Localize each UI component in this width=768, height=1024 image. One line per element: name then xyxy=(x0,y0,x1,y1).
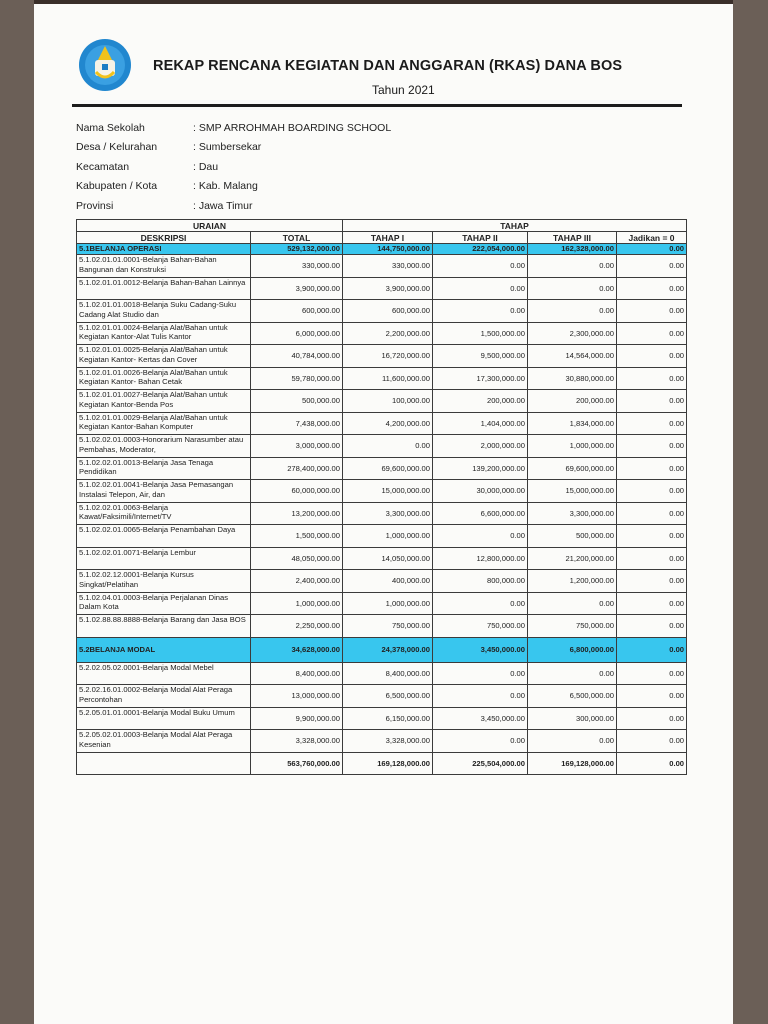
description-text: 5.2.02.16.01.0002-Belanja Modal Alat Peraga Percontohan xyxy=(79,685,233,704)
page-edge xyxy=(34,0,733,4)
table-row xyxy=(77,367,687,390)
amount-cell: 1,000,000.00 xyxy=(343,525,433,548)
amount-cell: 0.00 xyxy=(343,435,433,458)
amount-cell: 200,000.00 xyxy=(433,390,528,413)
info-label: Provinsi xyxy=(76,199,114,212)
amount-cell: 1,500,000.00 xyxy=(433,322,528,345)
amount-cell: 0.00 xyxy=(617,412,687,435)
amount-cell: 8,400,000.00 xyxy=(251,662,343,685)
rkas-table xyxy=(76,219,687,775)
table-row xyxy=(77,570,687,593)
amount-cell: 15,000,000.00 xyxy=(343,480,433,503)
amount-cell: 800,000.00 xyxy=(433,570,528,593)
amount-cell: 0.00 xyxy=(617,367,687,390)
amount-cell: 59,780,000.00 xyxy=(251,367,343,390)
amount-cell: 48,050,000.00 xyxy=(251,547,343,570)
amount-cell: 6,000,000.00 xyxy=(251,322,343,345)
table-row xyxy=(77,457,687,480)
table-row xyxy=(77,322,687,345)
document-title: REKAP RENCANA KEGIATAN DAN ANGGARAN (RKAS) DANA BOS xyxy=(153,58,623,74)
description-cell xyxy=(77,615,251,638)
amount-cell: 14,050,000.00 xyxy=(343,547,433,570)
amount-cell: 278,400,000.00 xyxy=(251,457,343,480)
amount-cell: 0.00 xyxy=(617,435,687,458)
amount-cell: 0.00 xyxy=(617,255,687,278)
amount-cell: 6,150,000.00 xyxy=(343,707,433,730)
amount-cell: 0.00 xyxy=(617,592,687,615)
description-text: 5.1.02.02.01.0071-Belanja Lembur xyxy=(79,547,196,557)
description-text: 5.1.02.01.01.0018-Belanja Suku Cadang-Suku Cadang Alat Studio dan xyxy=(79,300,237,319)
amount-cell: 3,000,000.00 xyxy=(251,435,343,458)
amount-cell: 3,328,000.00 xyxy=(343,730,433,753)
amount-cell: 139,200,000.00 xyxy=(433,457,528,480)
table-row xyxy=(77,480,687,503)
info-value: : Dau xyxy=(193,160,219,173)
description-cell xyxy=(77,480,251,503)
amount-cell: 16,720,000.00 xyxy=(343,345,433,368)
amount-cell: 1,000,000.00 xyxy=(251,592,343,615)
amount-cell: 400,000.00 xyxy=(343,570,433,593)
amount-cell: 3,900,000.00 xyxy=(343,277,433,300)
amount-cell: 750,000.00 xyxy=(528,615,617,638)
amount-cell: 2,400,000.00 xyxy=(251,570,343,593)
amount-cell: 30,880,000.00 xyxy=(528,367,617,390)
amount-cell: 0.00 xyxy=(528,300,617,323)
amount-cell: 100,000.00 xyxy=(343,390,433,413)
description-text: 5.1.02.02.01.0063-Belanja Kawat/Faksimili/Internet/TV xyxy=(79,502,172,521)
description-text: 5.2.05.02.01.0003-Belanja Modal Alat Peraga Kesenian xyxy=(79,730,233,749)
table-row xyxy=(77,255,687,278)
amount-cell: 24,378,000.00 xyxy=(343,637,433,662)
amount-cell: 0.00 xyxy=(617,390,687,413)
amount-cell: 1,500,000.00 xyxy=(251,525,343,548)
document-year: Tahun 2021 xyxy=(372,83,435,97)
amount-cell: 2,250,000.00 xyxy=(251,615,343,638)
description-text: 5.1.02.04.01.0003-Belanja Perjalanan Dinas Dalam Kota xyxy=(79,592,229,611)
table-body xyxy=(77,244,687,775)
description-cell xyxy=(77,435,251,458)
total-row xyxy=(77,752,687,774)
amount-cell: 750,000.00 xyxy=(343,615,433,638)
description-cell xyxy=(77,345,251,368)
group-header-tahap: TAHAP xyxy=(343,220,687,232)
description-text: 5.1.02.02.01.0041-Belanja Jasa Pemasangan Instalasi Telepon, Air, dan xyxy=(79,480,234,499)
info-row-district xyxy=(76,157,391,177)
amount-cell: 0.00 xyxy=(617,322,687,345)
description-text: 5.1.02.02.01.0065-Belanja Penambahan Daya xyxy=(79,525,236,534)
amount-cell: 0.00 xyxy=(617,637,687,662)
amount-cell: 1,200,000.00 xyxy=(528,570,617,593)
description-text: 5.1.02.01.01.0029-Belanja Alat/Bahan untuk Kegiatan Kantor-Bahan Komputer xyxy=(79,412,228,431)
description-text: 5.1.02.02.01.0003-Honorarium Narasumber atau Pembahas, Moderator, xyxy=(79,435,244,454)
table-row xyxy=(77,707,687,730)
amount-cell: 0.00 xyxy=(433,300,528,323)
amount-cell: 4,200,000.00 xyxy=(343,412,433,435)
amount-cell: 3,900,000.00 xyxy=(251,277,343,300)
amount-cell: 222,054,000.00 xyxy=(433,244,528,255)
amount-cell: 169,128,000.00 xyxy=(528,752,617,774)
amount-cell: 169,128,000.00 xyxy=(343,752,433,774)
description-cell xyxy=(77,502,251,525)
amount-cell: 500,000.00 xyxy=(528,525,617,548)
table-row xyxy=(77,390,687,413)
table-row xyxy=(77,685,687,708)
amount-cell: 0.00 xyxy=(617,707,687,730)
table-row xyxy=(77,412,687,435)
amount-cell: 0.00 xyxy=(617,502,687,525)
amount-cell: 0.00 xyxy=(617,662,687,685)
amount-cell: 0.00 xyxy=(617,480,687,503)
table-row xyxy=(77,277,687,300)
amount-cell: 0.00 xyxy=(433,730,528,753)
amount-cell: 0.00 xyxy=(617,752,687,774)
amount-cell: 6,500,000.00 xyxy=(528,685,617,708)
amount-cell: 9,500,000.00 xyxy=(433,345,528,368)
description-text: 5.1.02.01.01.0001-Belanja Bahan-Bahan Bangunan dan Konstruksi xyxy=(79,255,217,274)
amount-cell: 0.00 xyxy=(617,457,687,480)
amount-cell: 7,438,000.00 xyxy=(251,412,343,435)
description-text: 5.1.02.01.01.0024-Belanja Alat/Bahan untuk Kegiatan Kantor-Alat Tulis Kantor xyxy=(79,322,228,341)
amount-cell: 0.00 xyxy=(617,547,687,570)
table-row xyxy=(77,615,687,638)
description-cell xyxy=(77,412,251,435)
amount-cell: 563,760,000.00 xyxy=(251,752,343,774)
amount-cell: 0.00 xyxy=(617,570,687,593)
school-info xyxy=(76,118,391,216)
table-row xyxy=(77,502,687,525)
amount-cell: 11,600,000.00 xyxy=(343,367,433,390)
amount-cell: 300,000.00 xyxy=(528,707,617,730)
amount-cell: 3,328,000.00 xyxy=(251,730,343,753)
amount-cell: 330,000.00 xyxy=(251,255,343,278)
amount-cell: 0.00 xyxy=(617,345,687,368)
amount-cell: 0.00 xyxy=(433,662,528,685)
amount-cell: 0.00 xyxy=(617,277,687,300)
amount-cell: 1,000,000.00 xyxy=(528,435,617,458)
amount-cell: 12,800,000.00 xyxy=(433,547,528,570)
amount-cell: 6,500,000.00 xyxy=(343,685,433,708)
amount-cell: 6,600,000.00 xyxy=(433,502,528,525)
amount-cell: 60,000,000.00 xyxy=(251,480,343,503)
table-row xyxy=(77,730,687,753)
amount-cell: 2,000,000.00 xyxy=(433,435,528,458)
amount-cell: 600,000.00 xyxy=(251,300,343,323)
description-cell xyxy=(77,367,251,390)
amount-cell: 529,132,000.00 xyxy=(251,244,343,255)
description-text: 5.1.02.88.88.8888-Belanja Barang dan Jasa BOS xyxy=(79,615,246,624)
amount-cell: 13,200,000.00 xyxy=(251,502,343,525)
amount-cell: 0.00 xyxy=(433,592,528,615)
info-label: Desa / Kelurahan xyxy=(76,141,158,154)
amount-cell: 15,000,000.00 xyxy=(528,480,617,503)
description-cell xyxy=(77,707,251,730)
description-cell xyxy=(77,547,251,570)
description-cell: 5.2BELANJA MODAL xyxy=(77,637,251,662)
info-row-school xyxy=(76,118,391,138)
amount-cell: 9,900,000.00 xyxy=(251,707,343,730)
amount-cell: 0.00 xyxy=(617,685,687,708)
amount-cell: 1,834,000.00 xyxy=(528,412,617,435)
amount-cell: 0.00 xyxy=(528,730,617,753)
amount-cell: 3,300,000.00 xyxy=(528,502,617,525)
amount-cell: 0.00 xyxy=(617,615,687,638)
info-row-province xyxy=(76,196,391,216)
amount-cell: 3,450,000.00 xyxy=(433,637,528,662)
description-text: 5.1.02.01.01.0012-Belanja Bahan-Bahan Lainnya xyxy=(79,277,246,287)
info-row-regency xyxy=(76,177,391,197)
description-text: 5.2.02.05.02.0001-Belanja Modal Mebel xyxy=(79,662,214,672)
info-value: : Kab. Malang xyxy=(193,180,258,193)
amount-cell: 0.00 xyxy=(617,300,687,323)
table-row xyxy=(77,300,687,323)
description-cell xyxy=(77,300,251,323)
amount-cell: 0.00 xyxy=(528,592,617,615)
amount-cell: 0.00 xyxy=(528,277,617,300)
column-header: TAHAP III xyxy=(528,232,617,244)
description-cell xyxy=(77,255,251,278)
info-label: Kabupaten / Kota xyxy=(76,180,158,193)
amount-cell: 2,200,000.00 xyxy=(343,322,433,345)
amount-cell: 17,300,000.00 xyxy=(433,367,528,390)
amount-cell: 30,000,000.00 xyxy=(433,480,528,503)
description-cell xyxy=(77,570,251,593)
info-value: : SMP ARROHMAH BOARDING SCHOOL xyxy=(193,121,392,134)
amount-cell: 200,000.00 xyxy=(528,390,617,413)
amount-cell: 13,000,000.00 xyxy=(251,685,343,708)
amount-cell: 600,000.00 xyxy=(343,300,433,323)
category2-row xyxy=(77,637,687,662)
table-row xyxy=(77,345,687,368)
header-divider xyxy=(72,104,682,107)
column-header: TOTAL xyxy=(251,232,343,244)
amount-cell: 40,784,000.00 xyxy=(251,345,343,368)
amount-cell: 0.00 xyxy=(433,525,528,548)
amount-cell: 0.00 xyxy=(528,662,617,685)
amount-cell: 21,200,000.00 xyxy=(528,547,617,570)
info-value: : Jawa Timur xyxy=(193,199,253,212)
amount-cell: 1,404,000.00 xyxy=(433,412,528,435)
description-cell xyxy=(77,525,251,548)
description-text: 5.1.02.02.01.0013-Belanja Jasa Tenaga Pendidikan xyxy=(79,457,214,476)
table-row xyxy=(77,662,687,685)
table-row xyxy=(77,435,687,458)
amount-cell: 0.00 xyxy=(528,255,617,278)
column-header: DESKRIPSI xyxy=(77,232,251,244)
description-cell xyxy=(77,277,251,300)
description-text: 5.1.02.01.01.0025-Belanja Alat/Bahan untuk Kegiatan Kantor- Kertas dan Cover xyxy=(79,345,228,364)
description-text: 5.1.02.01.01.0027-Belanja Alat/Bahan untuk Kegiatan Kantor-Benda Pos xyxy=(79,390,228,409)
info-label: Kecamatan xyxy=(76,160,130,173)
amount-cell: 2,300,000.00 xyxy=(528,322,617,345)
description-cell xyxy=(77,730,251,753)
description-cell xyxy=(77,592,251,615)
column-header: TAHAP II xyxy=(433,232,528,244)
description-cell xyxy=(77,457,251,480)
info-label: Nama Sekolah xyxy=(76,121,145,134)
amount-cell: 225,504,000.00 xyxy=(433,752,528,774)
column-header: Jadikan = 0 xyxy=(617,232,687,244)
amount-cell: 14,564,000.00 xyxy=(528,345,617,368)
description-cell xyxy=(77,390,251,413)
description-cell xyxy=(77,662,251,685)
table-row xyxy=(77,547,687,570)
amount-cell: 0.00 xyxy=(617,525,687,548)
info-value: : Sumbersekar xyxy=(193,141,262,154)
table-row xyxy=(77,592,687,615)
amount-cell: 8,400,000.00 xyxy=(343,662,433,685)
amount-cell: 0.00 xyxy=(433,685,528,708)
amount-cell: 1,000,000.00 xyxy=(343,592,433,615)
amount-cell: 144,750,000.00 xyxy=(343,244,433,255)
description-cell xyxy=(77,752,251,774)
amount-cell: 6,800,000.00 xyxy=(528,637,617,662)
category-row xyxy=(77,244,687,255)
amount-cell: 0.00 xyxy=(433,255,528,278)
amount-cell: 34,628,000.00 xyxy=(251,637,343,662)
amount-cell: 500,000.00 xyxy=(251,390,343,413)
description-text: 5.1.02.02.12.0001-Belanja Kursus Singkat/Pelatihan xyxy=(79,570,194,589)
description-text: 5.2.05.01.01.0001-Belanja Modal Buku Umum xyxy=(79,707,235,717)
description-cell xyxy=(77,685,251,708)
amount-cell: 0.00 xyxy=(617,244,687,255)
tut-wuri-handayani-logo-icon xyxy=(76,38,134,92)
amount-cell: 69,600,000.00 xyxy=(528,457,617,480)
amount-cell: 330,000.00 xyxy=(343,255,433,278)
description-cell: 5.1BELANJA OPERASI xyxy=(77,244,251,255)
amount-cell: 750,000.00 xyxy=(433,615,528,638)
description-text: 5.1.02.01.01.0026-Belanja Alat/Bahan untuk Kegiatan Kantor- Bahan Cetak xyxy=(79,367,228,386)
amount-cell: 69,600,000.00 xyxy=(343,457,433,480)
description-cell xyxy=(77,322,251,345)
info-row-village xyxy=(76,138,391,158)
amount-cell: 0.00 xyxy=(617,730,687,753)
amount-cell: 3,300,000.00 xyxy=(343,502,433,525)
column-header: TAHAP I xyxy=(343,232,433,244)
amount-cell: 162,328,000.00 xyxy=(528,244,617,255)
amount-cell: 3,450,000.00 xyxy=(433,707,528,730)
group-header-uraian: URAIAN xyxy=(77,220,343,232)
amount-cell: 0.00 xyxy=(433,277,528,300)
table-row xyxy=(77,525,687,548)
